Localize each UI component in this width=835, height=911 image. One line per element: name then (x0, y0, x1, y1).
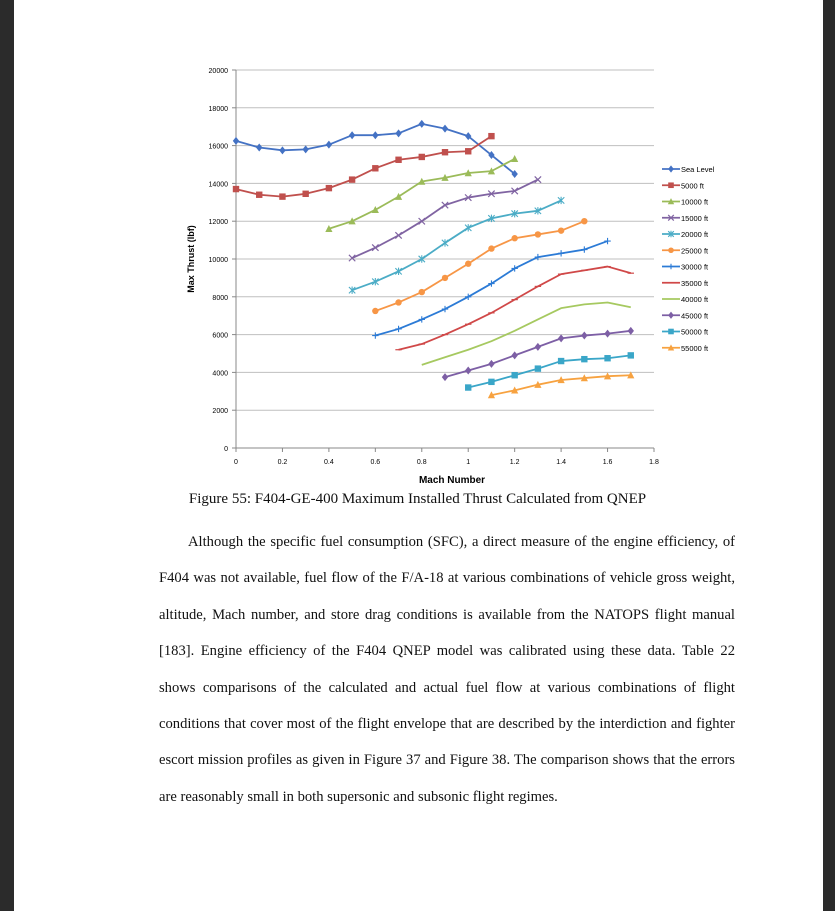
y-tick-label: 4000 (212, 370, 228, 378)
y-tick-label: 18000 (208, 105, 228, 113)
legend-item-15000-ft (662, 214, 709, 223)
legend-item-40000-ft (662, 295, 709, 304)
y-tick-label: 8000 (212, 294, 228, 302)
legend-label: Sea Level (681, 165, 715, 174)
data-point (604, 355, 610, 361)
data-point (535, 343, 541, 351)
data-point (279, 146, 285, 154)
x-tick-label: 0.6 (370, 459, 381, 466)
data-point (419, 289, 425, 295)
data-point (558, 358, 564, 364)
data-point (233, 186, 239, 192)
legend-marker (668, 312, 674, 319)
x-tick-label: 0.8 (416, 459, 427, 466)
data-point (442, 125, 448, 133)
x-tick-label: 0 (234, 459, 238, 466)
data-point (581, 246, 587, 252)
legend-label: 25000 ft (681, 246, 709, 256)
data-point (442, 306, 448, 312)
legend-marker (668, 329, 674, 335)
data-point (535, 176, 541, 182)
legend-marker (668, 264, 674, 270)
series-line-35000-ft (399, 267, 631, 350)
legend-label: 40000 ft (681, 295, 709, 304)
series-line-30000-ft (375, 241, 607, 336)
data-point (349, 176, 355, 182)
series-35000-ft (395, 267, 634, 350)
series-5000-ft (233, 133, 495, 200)
data-point (302, 191, 308, 197)
x-axis-title: Mach Number (418, 475, 486, 486)
data-point (465, 148, 471, 154)
data-point (372, 165, 378, 171)
legend-label: 35000 ft (681, 278, 709, 288)
data-point (511, 235, 517, 241)
y-tick-label: 0 (224, 446, 228, 453)
data-point (488, 133, 494, 139)
data-point (419, 154, 425, 160)
data-point (558, 250, 564, 256)
data-point (558, 227, 564, 233)
data-point (535, 231, 541, 237)
series-55000-ft (488, 371, 635, 398)
legend-marker (668, 182, 674, 188)
data-point (604, 330, 610, 338)
legend-item-55000-ft (662, 344, 709, 353)
data-point (442, 239, 448, 246)
data-point (442, 149, 448, 155)
data-point (349, 255, 355, 261)
series-line-20000-ft (352, 200, 561, 290)
data-point (372, 332, 378, 338)
data-point (419, 316, 425, 322)
legend-item-30000-ft (662, 263, 709, 272)
legend-label: 10000 ft (681, 197, 709, 207)
legend-item-sea-level (662, 165, 715, 174)
data-point (488, 360, 494, 368)
data-point (395, 326, 401, 332)
x-tick-label: 1.8 (649, 459, 659, 466)
data-point (233, 137, 239, 145)
data-point (372, 206, 379, 213)
data-point (395, 157, 401, 163)
legend-label: 45000 ft (681, 311, 709, 321)
data-point (511, 351, 517, 359)
data-point (511, 155, 518, 162)
data-point (442, 275, 448, 281)
data-point (395, 268, 401, 275)
data-point (302, 145, 308, 153)
data-point (395, 299, 401, 305)
data-point (558, 197, 564, 204)
body-paragraph (159, 524, 735, 815)
y-tick-label: 10000 (208, 257, 228, 264)
figure-caption: Figure 55: F404-GE-400 Maximum Installed Thrust Calculated from QNEP (188, 491, 647, 507)
data-point (256, 192, 262, 198)
series-30000-ft (372, 238, 611, 339)
data-point (628, 327, 634, 335)
legend-item-5000-ft (662, 181, 705, 190)
x-tick-label: 1.6 (602, 459, 613, 466)
data-point (628, 352, 634, 358)
x-tick-label: 0.4 (324, 459, 334, 466)
data-point (581, 356, 587, 362)
y-tick-label: 14000 (208, 181, 228, 189)
data-point (442, 373, 448, 381)
data-point (372, 244, 378, 250)
legend-item-10000-ft (662, 198, 709, 207)
y-tick-label: 12000 (208, 219, 228, 227)
legend-marker (668, 247, 674, 253)
data-point (511, 372, 517, 378)
data-point (535, 365, 541, 371)
legend-item-50000-ft (662, 328, 709, 337)
legend-item-35000-ft (662, 279, 709, 288)
series-50000-ft (465, 352, 634, 391)
x-tick-label: 0.2 (277, 459, 288, 466)
data-point (372, 308, 378, 314)
data-point (558, 334, 564, 342)
data-point (395, 129, 401, 137)
legend-label: 20000 ft (681, 230, 709, 239)
data-point (395, 232, 401, 238)
data-point (465, 367, 471, 375)
data-point (326, 185, 332, 191)
x-tick-label: 1.4 (556, 459, 566, 466)
body-paragraph-text: Although the specific fuel consumption (SFC), a direct measure of the engine efficiency, of F404 was not available, fuel flow of the F/A-18 at various combinations of vehicle gross weight, altitude, Mach number, and store drag conditions is available from the NATOPS flight manual [183]. Engine efficiency of the F404 QNEP model was calibrated using these data. Table 22 shows comparisons of the calculated and actual fuel flow at various combinations of flight conditions that cover most of the flight envelope that are described by the interdiction and fighter escort mission profiles as given in Figure 37 and Figure 38. The comparison shows that the errors are reasonably small in both supersonic and subsonic flight regimes. (159, 534, 735, 805)
y-tick-label: 2000 (212, 408, 228, 416)
legend-marker (668, 165, 674, 172)
data-point (581, 218, 587, 224)
x-tick-label: 1.2 (509, 459, 520, 466)
data-point (326, 141, 332, 149)
data-point (256, 143, 262, 151)
legend-label: 5000 ft (681, 181, 704, 191)
legend-item-20000-ft (662, 230, 709, 239)
y-tick-label: 6000 (212, 332, 228, 340)
x-tick-label: 1 (466, 459, 471, 466)
legend-label: 55000 ft (681, 343, 709, 353)
y-tick-label: 16000 (208, 143, 228, 151)
data-point (604, 238, 610, 244)
y-tick-label: 20000 (208, 68, 228, 75)
data-point (419, 120, 425, 128)
data-point (349, 131, 355, 139)
data-point (279, 193, 285, 199)
series-15000-ft (349, 176, 541, 261)
data-point (395, 193, 402, 200)
data-point (372, 131, 378, 139)
data-point (488, 379, 494, 385)
data-point (465, 261, 471, 267)
legend-item-25000-ft (662, 246, 709, 255)
legend-label: 30000 ft (681, 262, 709, 272)
data-point (465, 384, 471, 390)
legend-label: 15000 ft (681, 213, 709, 223)
data-point (581, 332, 587, 340)
legend-item-45000-ft (662, 311, 709, 320)
y-axis-title: Max Thrust (lbf) (186, 225, 196, 293)
data-point (488, 245, 494, 251)
legend-label: 50000 ft (681, 327, 709, 337)
